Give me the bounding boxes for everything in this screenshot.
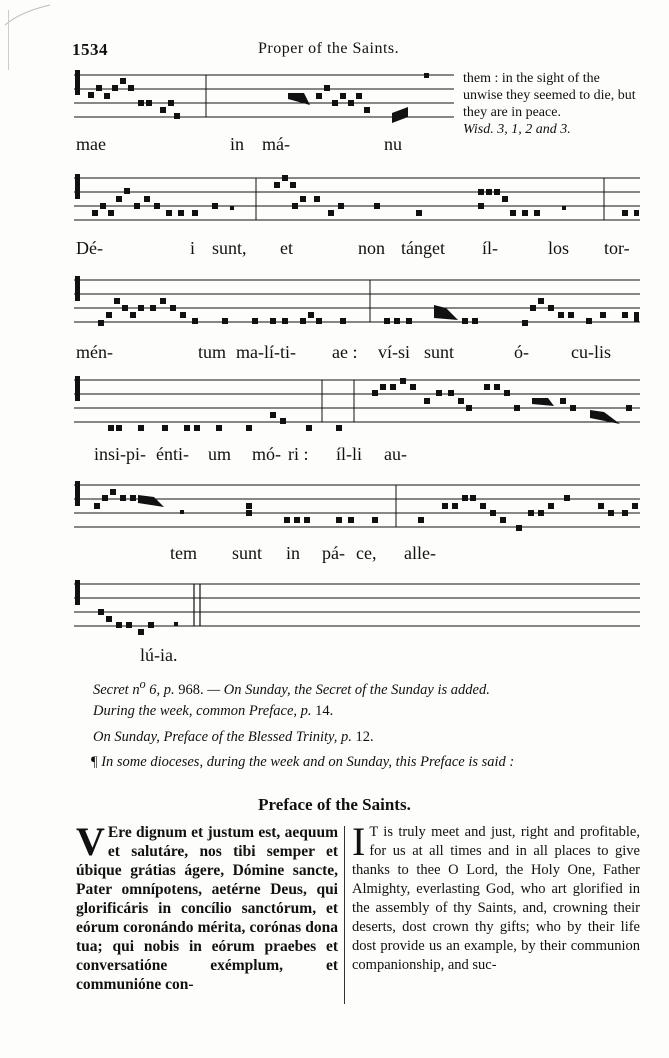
lyric-syllable: má- (262, 134, 290, 154)
lyric-syllable: tum (198, 342, 227, 362)
rubric-text: — On Sunday, the Secret of the Sunday is added. (203, 681, 490, 698)
lyric-syllable: au- (384, 444, 407, 464)
rubric-page-ref: 12. (355, 729, 374, 745)
lyric-syllable: íl-li (336, 444, 362, 464)
rubric-superscript: o (139, 677, 146, 691)
lyric-syllable: sunt, (212, 238, 247, 258)
column-divider (344, 826, 345, 1004)
latin-text: Ere dignum et justum est, aequum et salutáre, nos tibi semper et úbique grátias ágere, Dómine sancte, Pater omnípotens, aetérne Deus, qui glorificáris in concílio sanctórum, et eórum coronándo mérita, corónas dona tua; qui nobis in eórum praebes et conversatióne exémplum, et communióne con- (76, 824, 338, 993)
lyric-syllable: tor- (604, 238, 630, 258)
lyric-syllable: in (286, 543, 301, 563)
lyric-syllable: énti- (156, 444, 189, 464)
lyric-syllable: tem (170, 543, 197, 563)
left-margin-line (8, 10, 9, 70)
side-translation-text: them : in the sight of the unwise they seemed to die, but they are in peace. (463, 71, 636, 120)
paragraph-mark-icon: ¶ (91, 754, 98, 770)
lyric-syllable: alle- (404, 543, 436, 563)
preface-latin-column (76, 819, 338, 994)
rubric-text: On Sunday, Preface of the Blessed Trinity, p. (93, 729, 356, 745)
lyric-line-1 (74, 134, 454, 158)
chant-staff-1 (74, 65, 454, 135)
latin-drop-cap: V (76, 819, 105, 864)
lyric-syllable: nu (384, 134, 402, 154)
lyric-syllable: mó- (252, 444, 281, 464)
lyric-line-6 (74, 645, 274, 669)
rubric-text: 6, p. (145, 681, 179, 698)
lyric-syllable: um (208, 444, 232, 464)
lyric-syllable: i (190, 238, 196, 258)
lyric-line-5 (74, 543, 640, 567)
lyric-syllable: Dé- (76, 238, 103, 258)
margin-pencil-mark (0, 0, 60, 30)
lyric-syllable: tánget (401, 238, 445, 258)
lyric-line-2 (74, 238, 640, 262)
chant-staff-2 (74, 168, 640, 238)
lyric-syllable: ce, (356, 543, 377, 563)
lyric-syllable: sunt (232, 543, 263, 563)
lyric-syllable: in (230, 134, 245, 154)
lyric-syllable: insi-pi- (94, 444, 146, 464)
lyric-syllable: los (548, 238, 570, 258)
chant-staff-6 (74, 574, 640, 644)
lyric-syllable: ae : (332, 342, 358, 362)
english-text: T is truly meet and just, right and profitable, for us at all times and in all places to give thanks to thee O Lord, the Holy One, Father Almighty, everlasting God, who art glorified in the assembly of thy Saints, and, crowning their deserts, dost crown thy gifts; who by their life dost provide us an example, by their communion companionship, and suc- (352, 824, 640, 973)
scripture-reference: Wisd. 3, 1, 2 and 3. (463, 122, 571, 137)
rubric-text: In some dioceses, during the week and on Sunday, this Preface is said : (97, 754, 515, 770)
lyric-syllable: ó- (514, 342, 529, 362)
side-translation (463, 70, 643, 138)
lyric-syllable: non (358, 238, 385, 258)
chant-staff-4 (74, 370, 640, 440)
lyric-syllable: íl- (482, 238, 498, 258)
lyric-syllable: cu-lis (571, 342, 611, 362)
lyric-syllable: lú-ia. (140, 645, 178, 665)
rubric-dioceses (91, 754, 514, 771)
lyric-syllable: ma-lí-ti- (236, 342, 296, 362)
english-drop-cap: I (352, 819, 366, 864)
preface-english-column (352, 819, 640, 975)
lyric-line-4 (74, 444, 640, 468)
rubric-secret (93, 677, 490, 699)
lyric-syllable: et (280, 238, 293, 258)
rubric-weekday-preface (93, 703, 333, 720)
lyric-syllable: pá- (322, 543, 345, 563)
rubric-text: Secret n (93, 681, 140, 698)
lyric-syllable: mae (76, 134, 106, 154)
page-number: 1534 (72, 40, 108, 59)
chant-staff-3 (74, 270, 640, 340)
running-title: Proper of the Saints. (258, 40, 400, 57)
preface-title: Preface of the Saints. (258, 795, 411, 814)
rubric-sunday-preface (93, 729, 374, 746)
lyric-syllable: mén- (76, 342, 113, 362)
lyric-syllable: ri : (288, 444, 309, 464)
lyric-syllable: sunt (424, 342, 455, 362)
lyric-syllable: ví-si (378, 342, 411, 362)
rubric-page-ref: 968. (178, 681, 204, 698)
chant-staff-5 (74, 475, 640, 545)
rubric-text: During the week, common Preface, p. (93, 703, 316, 719)
rubric-page-ref: 14. (315, 703, 334, 719)
lyric-line-3 (74, 342, 640, 366)
